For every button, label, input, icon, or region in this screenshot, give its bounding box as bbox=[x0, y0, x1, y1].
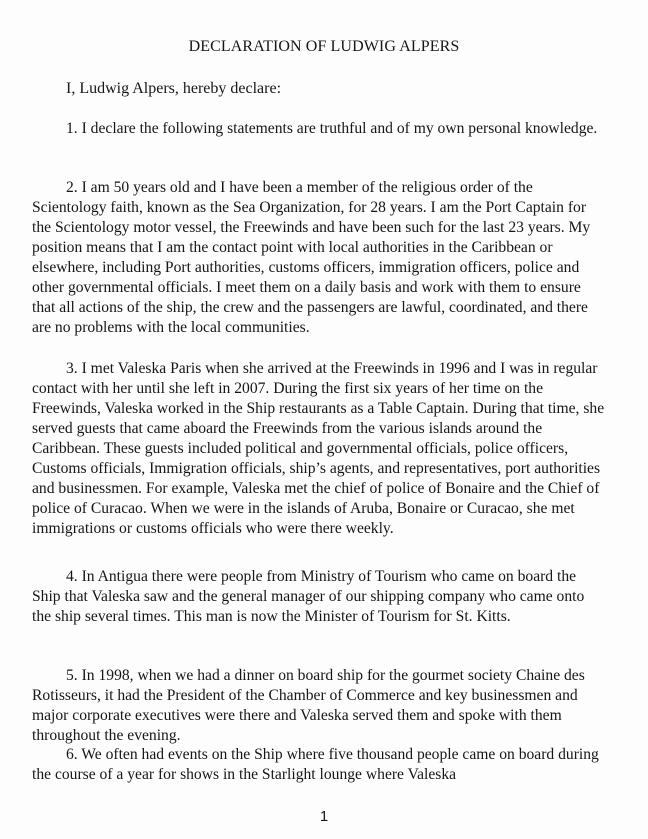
paragraph-6: 6. We often had events on the Ship where five thousand people came on board during the course of a year for shows in the Starlight lounge where Valeska bbox=[32, 746, 599, 783]
document-title: DECLARATION OF LUDWIG ALPERS bbox=[188, 38, 460, 55]
paragraph-3: 3. I met Valeska Paris when she arrived at the Freewinds in 1996 and I was in regular contact with her until she left in 2007. During the first six years of her time on the Freewinds, Valeska worked in the Ship restaurants as a Table Captain. During that time, she served guests that came aboard the Freewinds from the various islands around the Caribbean. These guests included political and governmental officials, police officers, Customs officials, Immigration officials, ship’s agents, and representatives, port authorities and businessmen. For example, Valeska met the chief of police of Bonaire and the Chief of police of Curacao. When we were in the islands of Aruba, Bonaire or Curacao, she met immigrations or customs officials who were there weekly. bbox=[32, 360, 605, 537]
paragraph-4: 4. In Antigua there were people from Ministry of Tourism who came on board the Ship that Valeska saw and the general manager of our shipping company who came onto the ship several times. This man is now the Minister of Tourism for St. Kitts. bbox=[32, 568, 585, 625]
page-number: 1 bbox=[319, 808, 329, 825]
paragraph-5: 5. In 1998, when we had a dinner on board ship for the gourmet society Chaine des Rotisseurs, it had the President of the Chamber of Commerce and key businessmen and major corporate executives were there and Valeska served them and spoke with them throughout the evening. bbox=[32, 667, 585, 744]
paragraph-1: 1. I declare the following statements are truthful and of my own personal knowledge. bbox=[66, 120, 598, 137]
intro-line: I, Ludwig Alpers, hereby declare: bbox=[66, 80, 282, 97]
paragraph-2: 2. I am 50 years old and I have been a member of the religious order of the Scientology faith, known as the Sea Organization, for 28 years. I am the Port Captain for the Scientology motor vessel, the Freewinds and have been such for the last 23 years. My position means that I am the contact point with local authorities in the Caribbean or elsewhere, including Port authorities, customs officers, immigration officers, police and other governmental officials. I meet them on a daily basis and work with them to ensure that all actions of the ship, the crew and the passengers are lawful, coordinated, and there are no problems with the local communities. bbox=[32, 179, 591, 336]
